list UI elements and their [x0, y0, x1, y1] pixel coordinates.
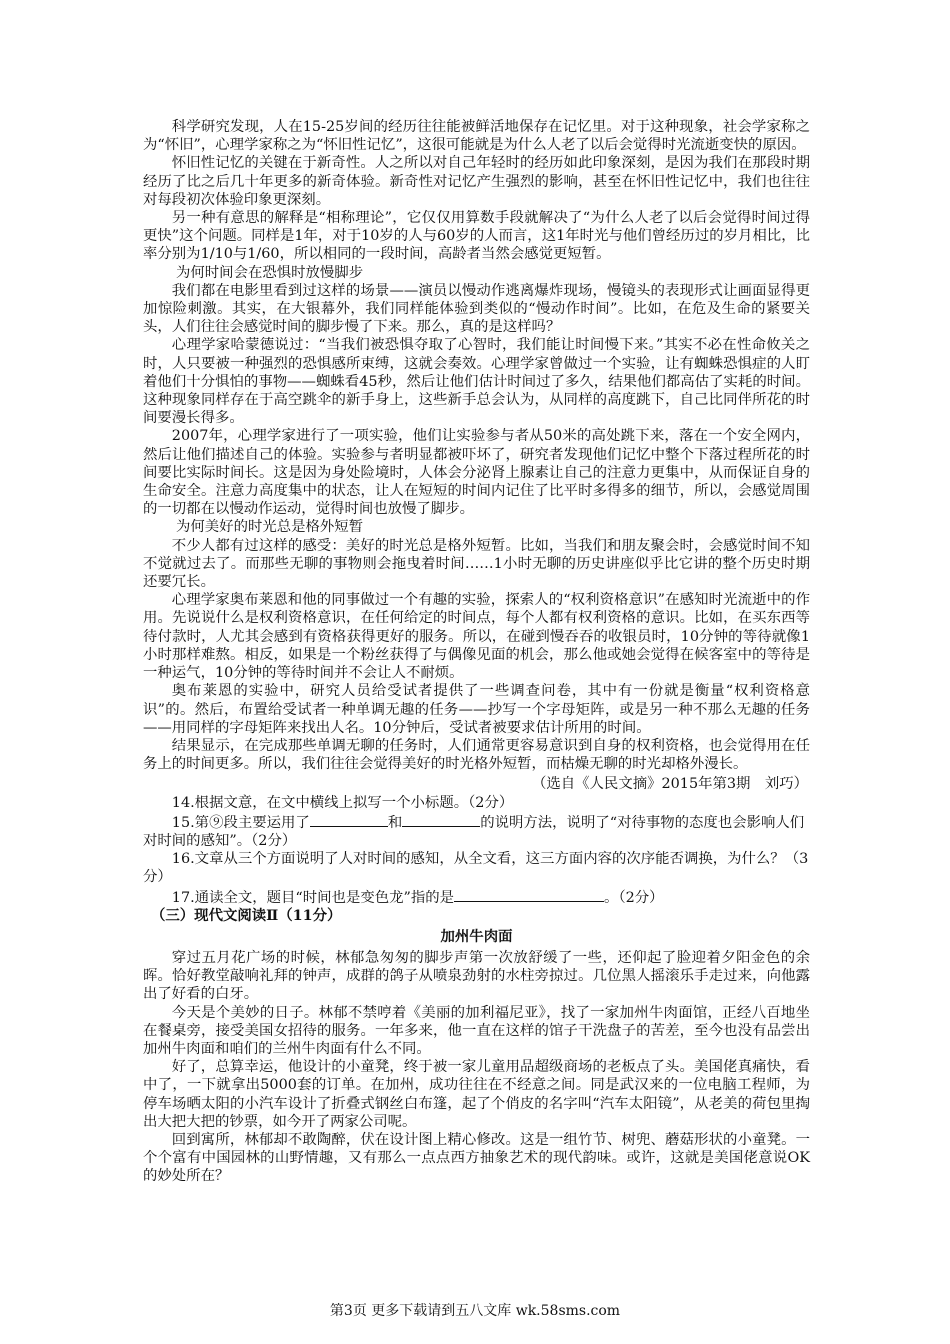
section-heading: （三）现代文阅读Ⅱ（11分）	[151, 906, 342, 924]
paragraph: 结果显示，在完成那些单调无聊的任务时，人们通常更容易意识到自身的权利资格，也会觉得用在任务上的时间更多。所以，我们往往会觉得美好的时光格外短暂，而枯燥无聊的时光却格外漫长。	[143, 737, 810, 773]
question-15-text-c: 的说明方法，说明了“对待事物的态度也会影响人们对时间的感知”。（2分）	[143, 814, 805, 849]
page-content	[143, 118, 810, 1186]
paragraph: 另一种有意思的解释是“相称理论”，它仅仅用算数手段就解决了“为什么人老了以后会觉得时间过得更快”这个问题。同样是1年，对于10岁的人与60岁的人而言，这1年时光与他们曾经历过的岁月相比，比率分别为1/10与1/60，所以相同的一段时间，高龄者当然会感觉更短暂。	[143, 210, 810, 263]
paragraph: 回到寓所，林郁却不敢陶醉，伏在设计图上精心修改。这是一组竹节、树兜、蘑菇形状的小童凳。一个个富有中国园林的山野情趣，又有那么一点点西方抽象艺术的现代韵味。或许，这就是美国佬意说OK的妙处所在？	[143, 1131, 810, 1185]
story-title: 加州牛肉面	[440, 927, 513, 945]
section-subtitle: 为何时间会在恐惧时放慢脚步	[176, 264, 364, 281]
question-17-text-a: 17.通读全文，题目“时间也是变色龙”指的是	[171, 889, 455, 906]
paragraph: 科学研究发现，人在15-25岁间的经历往往能被鲜活地保存在记忆里。对于这种现象，社会学家称之为“怀旧”，心理学家称之为“怀旧性记忆”，这很可能就是为什么人老了以后会觉得时光流逝变快的原因。	[143, 119, 810, 154]
question-17	[143, 887, 810, 907]
paragraph: 我们都在电影里看到过这样的场景——演员以慢动作逃离爆炸现场，慢镜头的表现形式让画面显得更加惊险刺激。其实，在大银幕外，我们同样能体验到类似的“慢动作时间”。比如，在危及生命的紧要关头，人们往往会感觉时间的脚步慢了下来。那么，真的是这样吗？	[143, 282, 810, 336]
paragraph: 不少人都有过这样的感受：美好的时光总是格外短暂。比如，当我们和朋友聚会时，会感觉时间不知不觉就过去了。而那些无聊的事物则会拖曳着时间……1小时无聊的历史讲座似乎比它讲的整个历史时期还要冗长。	[143, 537, 810, 591]
answer-blank[interactable]	[402, 812, 480, 827]
paragraph: 今天是个美妙的日子。林郁不禁哼着《美丽的加利福尼亚》，找了一家加州牛肉面馆，正经八百地坐在餐桌旁，接受美国女招待的服务。一年多来，他一直在这样的馆子干洗盘子的苦差，至今也没有品尝出加州牛肉面和咱们的兰州牛肉面有什么不同。	[143, 1004, 810, 1057]
section-subtitle: 为何美好的时光总是格外短暂	[176, 519, 364, 536]
question-15-text-a: 15.第⑨段主要运用了	[171, 814, 310, 831]
paragraph: 怀旧性记忆的关键在于新奇性。人之所以对自己年轻时的经历如此印象深刻，是因为我们在那段时期经历了比之后几十年更多的新奇体验。新奇性对记忆产生强烈的影响，甚至在怀旧性记忆中，我们也往往对每段初次体验印象更深刻。	[143, 155, 810, 208]
paragraph: 穿过五月花广场的时候，林郁急匆匆的脚步声第一次放舒缓了一些，还仰起了脸迎着夕阳金色的余晖。恰好教堂敲响礼拜的钟声，成群的鸽子从喷泉劲射的水柱旁掠过。几位黑人摇滚乐手走过来，向他露出了好看的白牙。	[143, 949, 810, 1003]
question-14: 14.根据文意，在文中横线上拟写一个小标题。（2分）	[171, 794, 514, 811]
source-citation: （选自《人民文摘》2015年第3期 刘巧）	[531, 776, 808, 793]
paragraph: 心理学家奥布莱恩和他的同事做过一个有趣的实验，探索人的“权利资格意识”在感知时光流逝中的作用。先说说什么是权利资格意识，在任何给定的时间点，每个人都有权利资格的意识。比如，在买东西等待付款时，人尤其会感到有资格获得更好的服务。所以，在碰到慢吞吞的收银员时，10分钟的等待就像1小时那样难熬。相反，如果是一个粉丝获得了与偶像见面的机会，那么他或她会觉得在候客室中的等待是一种运气，10分钟的等待时间并不会让人不耐烦。	[143, 592, 810, 682]
answer-blank[interactable]	[310, 812, 388, 827]
question-17-text-b: 。（2分）	[604, 889, 664, 906]
page-footer: 第3页 更多下载请到五八文库 wk.58sms.com	[329, 1303, 621, 1319]
question-16: 16.文章从三个方面说明了人对时间的感知，从全文看，这三方面内容的次序能否调换，为什么？（3分）	[143, 851, 809, 886]
paragraph: 奥布莱恩的实验中，研究人员给受试者提供了一些调查问卷，其中有一份就是衡量“权利资格意识”的。然后，布置给受试者一种单调无趣的任务——抄写一个字母矩阵，或是另一种不那么无趣的任务——用同样的字母矩阵来找出人名。10分钟后，受试者被要求估计所用的时间。	[143, 683, 810, 736]
answer-blank[interactable]	[454, 887, 604, 902]
paragraph: 好了，总算幸运，他设计的小童凳，终于被一家儿童用品超级商场的老板点了头。美国佬真痛快，看中了，一下就拿出5000套的订单。在加州，成功往往在不经意之间。同是武汉来的一位电脑工程师，为停车场晒太阳的小汽车设计了折叠式钢丝白布篷，起了个俏皮的名字叫“汽车太阳镜”，从老美的荷包里掏出大把大把的钞票，如今开了两家公司呢。	[143, 1059, 810, 1130]
question-15-text-b: 和	[387, 814, 403, 831]
paragraph: 心理学家哈蒙德说过：“当我们被恐惧夺取了心智时，我们能让时间慢下来。”其实不必在性命攸关之时，人只要被一种强烈的恐惧感所束缚，这就会奏效。心理学家曾做过一个实验，让有蜘蛛恐惧症的人盯着他们十分惧怕的事物——蜘蛛看45秒，然后让他们估计时间过了多久，结果他们都高估了实耗的时间。这种现象同样存在于高空跳伞的新手身上，这些新手总会认为，从同样的高度跳下，自己比同伴所花的时间要漫长得多。	[143, 337, 810, 427]
paragraph: 2007年，心理学家进行了一项实验，他们让实验参与者从50米的高处跳下来，落在一个安全网内，然后让他们描述自己的体验。实验参与者明显都被吓坏了，研究者发现他们记忆中整个下落过程所花的时间要比实际时间长。这是因为身处险境时，人体会分泌肾上腺素让自己的注意力更集中，从而保证自身的生命安全。注意力高度集中的状态，让人在短短的时间内记住了比平时多得多的细节，所以，会感觉周围的一切都在以慢动作运动，觉得时间也放慢了脚步。	[143, 428, 810, 518]
question-15	[143, 812, 810, 850]
